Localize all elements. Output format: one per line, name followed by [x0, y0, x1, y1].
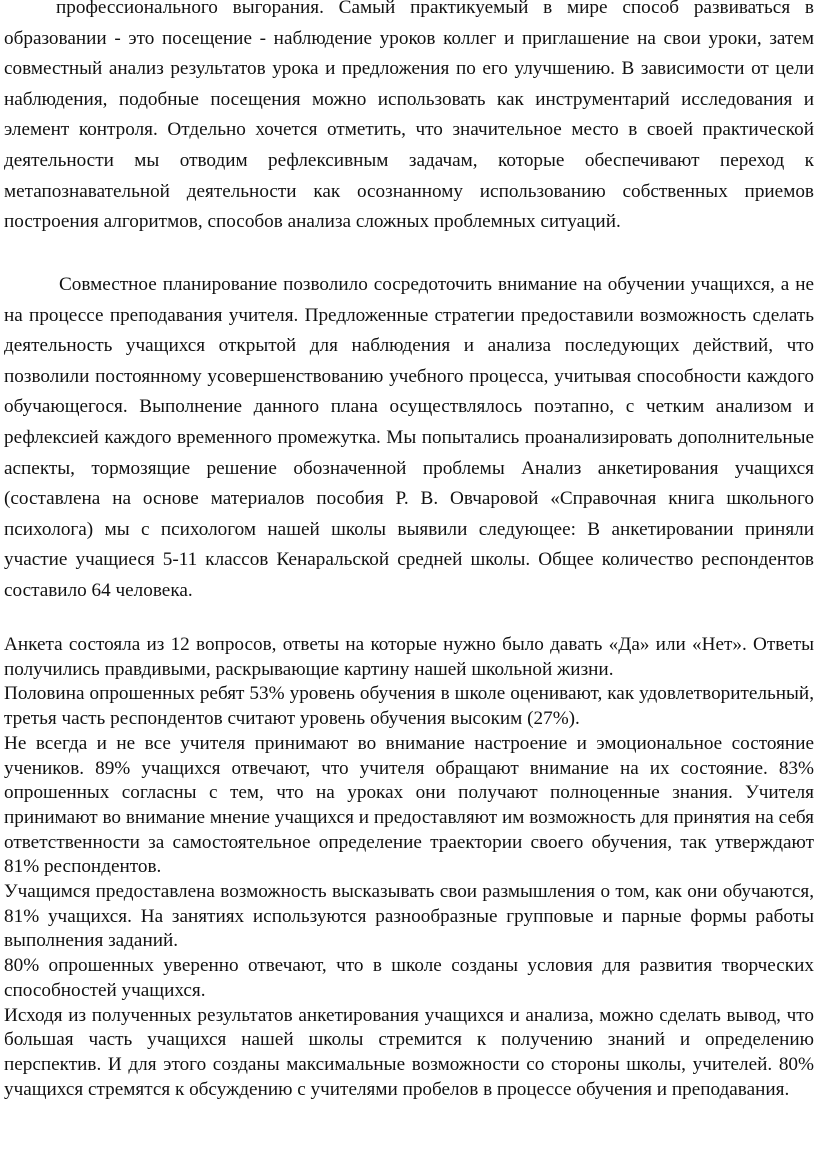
paragraph-joint-planning: Совместное планирование позволило сосредоточить внимание на обучении учащихся, а не на процессе преподавания учителя. Предложенные стратегии предоставили возможность сделать деятельность учащихся открытой для наблюдения и анализа последующих действий, что позволили постоянному усовершенствованию учебного процесса, учитывая способности каждого обучающегося. Выполнение данного плана осуществлялось поэтапно, с четким анализом и рефлексией каждого временного промежутка. Мы попытались проанализировать дополнительные аспекты, тормозящие решение обозначенной проблемы Анализ анкетирования учащихся (составлена на основе материалов пособия Р. В. Овчаровой «Справочная книга школьного психолога) мы с психологом нашей школы выявили следующее: В анкетировании приняли участие учащиеся 5-11 классов Кенаральской средней школы. Общее количество респондентов составило 64 человека. — [4, 274, 814, 601]
paragraph-conclusion: Исходя из полученных результатов анкетирования учащихся и анализа, можно сделать вывод, что большая часть учащихся нашей школы стремится к получению знаний и определению перспектив. И для этого созданы максимальные возможности со стороны школы, учителей. 80% учащихся стремятся к обсуждению с учителями пробелов в процессе обучения и преподавания. — [4, 1004, 814, 1100]
paragraph-questionnaire: Анкета состояла из 12 вопросов, ответы на которые нужно было давать «Да» или «Нет». Ответы получились правдивыми, раскрывающие картину нашей школьной жизни. — [4, 634, 814, 680]
survey-results-block — [4, 633, 814, 1102]
paragraph-learning-level: Половина опрошенных ребят 53% уровень обучения в школе оценивают, как удовлетворительный, третья часть респондентов считают уровень обучения высоким (27%). — [4, 683, 814, 730]
paragraph-professional-burnout: профессионального выгорания. Самый практикуемый в мире способ развиваться в образовании - это посещение - наблюдение уроков коллег и приглашение на свои уроки, затем совместный анализ результатов урока и предложения по его улучшению. В зависимости от цели наблюдения, подобные посещения можно использовать как инструментарий исследования и элемент контроля. Отдельно хочется отметить, что значительное место в своей практической деятельности мы отводим рефлексивным задачам, которые обеспечивают переход к метапознавательной деятельности как осознанному использованию собственных приемов построения алгоритмов, способов анализа сложных проблемных ситуаций. — [4, 0, 814, 233]
paragraph-student-reflection: Учащимся предоставлена возможность высказывать свои размышления о том, как они обучаются, 81% учащихся. На занятиях используются разнообразные групповые и парные формы работы выполнения заданий. — [4, 881, 814, 952]
paragraph-creative-conditions: 80% опрошенных уверенно отвечают, что в школе созданы условия для развития творческих способностей учащихся. — [4, 955, 814, 1001]
paragraph-teachers-attention: Не всегда и не все учителя принимают во внимание настроение и эмоциональное состояние учеников. 89% учащихся отвечают, что учителя обращают внимание на их состояние. 83% опрошенных согласны с тем, что на уроках они получают полноценные знания. Учителя принимают во внимание мнение учащихся и предоставляют им возможность для принятия на себя ответственности за самостоятельное определение траектории своего обучения, так утверждают 81% респондентов. — [4, 732, 814, 878]
